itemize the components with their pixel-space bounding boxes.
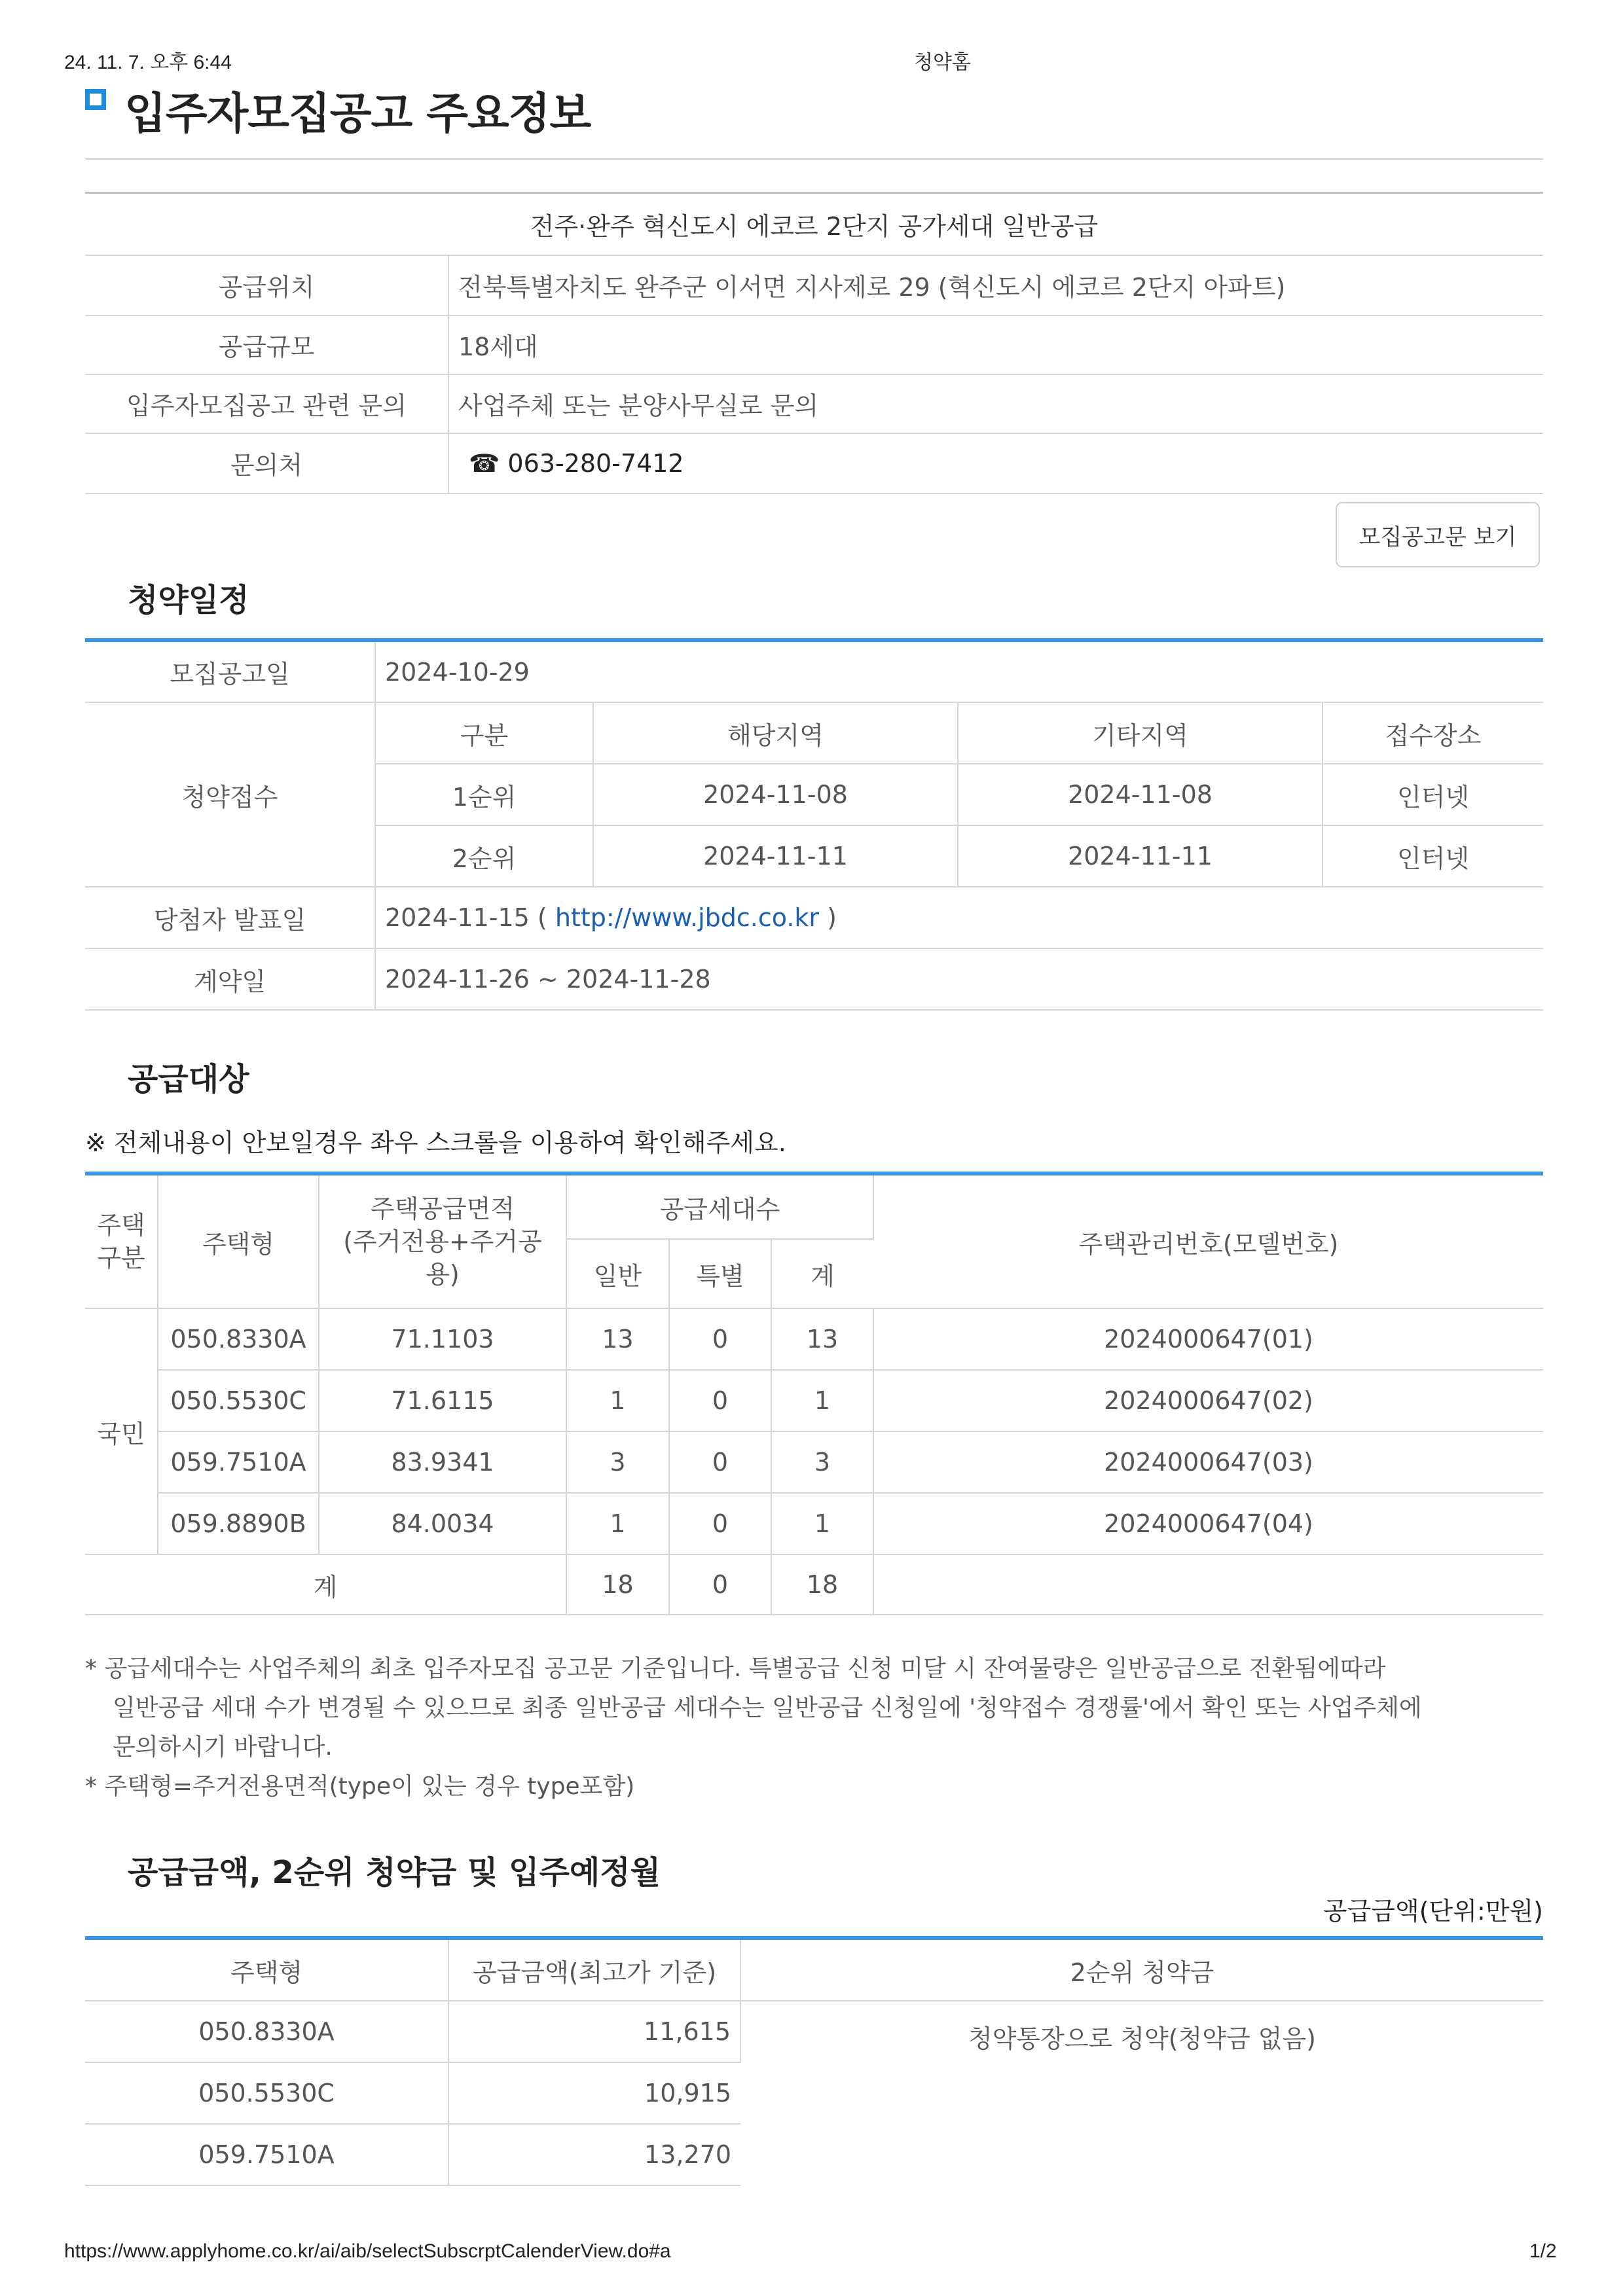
row-type: 059.7510A [85,2124,448,2185]
sum-special: 0 [669,1554,771,1615]
round-rank: 2순위 [375,825,593,887]
supply-note: * 공급세대수는 사업주체의 최초 입주자모집 공고문 기준입니다. 특별공급 신청 미달 시 잔여물량은 일반공급으로 전환됨에따라 [85,1655,1386,1682]
round-local-date: 2024-11-08 [593,764,958,825]
col-area: 주택공급면적 (주거전용+주거공 용) [319,1174,566,1308]
table-row [85,1308,1543,1370]
table-row [85,1493,1543,1554]
col-general: 일반 [566,1239,669,1308]
winner-close: ) [827,903,837,932]
table-row [85,1431,1543,1493]
contract-date: 2024-11-26 ~ 2024-11-28 [375,948,1543,1010]
print-page-number: 1/2 [1529,2240,1557,2262]
col-special: 특별 [669,1239,771,1308]
info-label: 공급규모 [85,315,448,374]
row-total: 13 [771,1308,873,1370]
deposit-value: 청약통장으로 청약(청약금 없음) [968,2024,1316,2053]
col-total: 계 [771,1239,873,1308]
supply-heading: 공급대상 [128,1061,249,1098]
col-type-group: 주택 구분 [85,1174,158,1308]
supply-note: 일반공급 세대 수가 변경될 수 있으므로 최종 일반공급 세대수는 일반공급 신청일에 '청약접수 경쟁률'에서 확인 또는 사업주체에 [113,1695,1422,1721]
info-row [85,374,1543,433]
row-special: 0 [669,1431,771,1493]
supply-note: 문의하시기 바랍니다. [113,1734,333,1761]
row-model: 2024000647(04) [873,1493,1543,1554]
row-area: 83.9341 [319,1431,566,1493]
row-general: 1 [566,1370,669,1431]
row-model: 2024000647(03) [873,1431,1543,1493]
announce-date: 2024-10-29 [375,640,1543,702]
row-type: 059.7510A [158,1431,319,1493]
print-datetime: 24. 11. 7. 오후 6:44 [64,52,232,73]
col-deposit: 2순위 청약금 [740,1938,1543,2001]
row-special: 0 [669,1308,771,1370]
reception-label: 청약접수 [85,702,375,887]
print-url: https://www.applyhome.co.kr/ai/aib/selectSubscrptCalenderView.do#a [64,2240,671,2262]
row-area: 71.6115 [319,1370,566,1431]
info-row [85,255,1543,315]
row-total: 1 [771,1370,873,1431]
row-special: 0 [669,1493,771,1554]
col-units: 공급세대수 [566,1174,873,1239]
row-total: 3 [771,1431,873,1493]
page-title-block [85,79,591,141]
view-notice-button[interactable]: 모집공고문 보기 [1336,502,1540,567]
row-price: 13,270 [448,2124,740,2185]
info-label: 공급위치 [85,255,448,315]
col-price: 공급금액(최고가 기준) [448,1938,740,2001]
row-type: 050.5530C [158,1370,319,1431]
page-title: 입주자모집공고 주요정보 [124,88,591,139]
print-page-title: 청약홈 [914,52,971,73]
schedule-heading: 청약일정 [128,582,249,619]
schedule-table [85,638,1543,1011]
info-label: 입주자모집공고 관련 문의 [85,374,448,433]
announce-label: 모집공고일 [85,640,375,702]
row-model: 2024000647(01) [873,1308,1543,1370]
group-name: 국민 [85,1308,158,1554]
row-type: 059.8890B [158,1493,319,1554]
row-type: 050.8330A [158,1308,319,1370]
contract-label: 계약일 [85,948,375,1010]
sum-row [85,1554,1543,1615]
scroll-note: ※ 전체내용이 안보일경우 좌우 스크롤을 이용하여 확인해주세요. [85,1128,786,1157]
row-price: 10,915 [448,2062,740,2124]
round-other-date: 2024-11-11 [958,825,1322,887]
sum-general: 18 [566,1554,669,1615]
supply-table [85,1172,1543,1615]
title-divider [85,158,1543,160]
column-header: 접수장소 [1322,702,1543,764]
winner-link[interactable]: http://www.jbdc.co.kr [555,903,820,932]
info-heading: 전주·완주 혁신도시 에코르 2단지 공가세대 일반공급 [85,193,1543,255]
price-unit-note: 공급금액(단위:만원) [1322,1897,1543,1926]
column-header: 기타지역 [958,702,1322,764]
info-value: 사업주체 또는 분양사무실로 문의 [448,374,1543,433]
sum-model-empty [873,1554,1543,1615]
col-type: 주택형 [158,1174,319,1308]
round-place: 인터넷 [1322,825,1543,887]
supply-note: * 주택형=주거전용면적(type이 있는 경우 type포함) [85,1773,635,1800]
sum-label: 계 [85,1554,566,1615]
row-general: 3 [566,1431,669,1493]
info-row [85,315,1543,374]
sum-total: 18 [771,1554,873,1615]
row-area: 71.1103 [319,1308,566,1370]
row-type: 050.5530C [85,2062,448,2124]
col-model: 주택관리번호(모델번호) [873,1174,1543,1308]
column-header: 해당지역 [593,702,958,764]
info-value: 18세대 [448,315,1543,374]
round-other-date: 2024-11-08 [958,764,1322,825]
round-rank: 1순위 [375,764,593,825]
row-area: 84.0034 [319,1493,566,1554]
title-square-icon [85,89,106,110]
column-header: 구분 [375,702,593,764]
contact-phone: ☎ 063-280-7412 [448,433,1543,493]
info-label: 문의처 [85,433,448,493]
col-type: 주택형 [85,1938,448,2001]
info-row [85,433,1543,493]
row-general: 1 [566,1493,669,1554]
round-place: 인터넷 [1322,764,1543,825]
price-heading: 공급금액, 2순위 청약금 및 입주예정월 [128,1854,661,1891]
table-row [85,1370,1543,1431]
row-price: 11,615 [448,2001,740,2062]
price-table [85,1936,1543,2186]
row-general: 13 [566,1308,669,1370]
winner-date: 2024-11-15 ( [385,903,547,932]
info-table [85,192,1543,494]
winner-cell [375,887,1543,948]
row-type: 050.8330A [85,2001,448,2062]
row-total: 1 [771,1493,873,1554]
row-model: 2024000647(02) [873,1370,1543,1431]
info-value: 전북특별자치도 완주군 이서면 지사제로 29 (혁신도시 에코르 2단지 아파트) [448,255,1543,315]
winner-label: 당첨자 발표일 [85,887,375,948]
round-local-date: 2024-11-11 [593,825,958,887]
row-special: 0 [669,1370,771,1431]
table-row [85,2001,1543,2062]
